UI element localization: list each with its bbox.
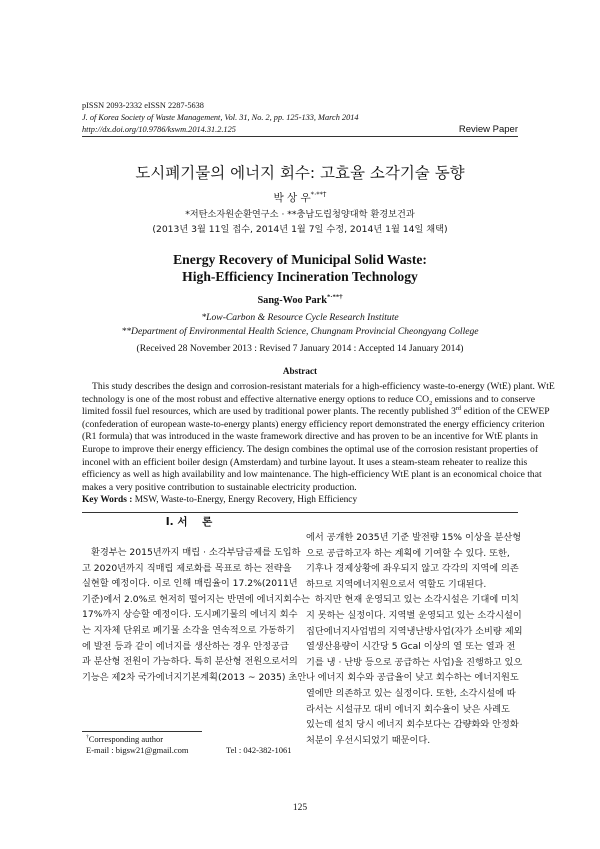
left-col-line: 과 분산형 전원이 가능하다. 특히 분산형 전원으로서의 bbox=[82, 656, 298, 668]
doi-link[interactable]: http://dx.doi.org/10.9786/kswm.2014.31.2.125 bbox=[82, 125, 236, 134]
abstract-line: This study describes the design and corrosion-resistant materials for a high-efficiency waste-to-energy (WtE) plant. WtE bbox=[92, 381, 555, 392]
english-affiliation-1: *Low-Carbon & Resource Cycle Research Institute bbox=[201, 312, 399, 323]
right-col-line: 열생산용량이 시간당 5 Gcal 이상의 열 또는 열과 전 bbox=[306, 641, 516, 653]
footnote-tel: Tel : 042-382-1061 bbox=[226, 745, 292, 755]
right-col-line: 기를 냉 · 난방 등으로 공급하는 사업)을 진행하고 있으 bbox=[306, 656, 523, 668]
keywords bbox=[82, 495, 357, 505]
issn: pISSN 2093-2332 eISSN 2287-5638 bbox=[82, 101, 204, 110]
korean-title: 도시폐기물의 에너지 회수: 고효율 소각기술 동향 bbox=[135, 164, 465, 182]
footnote-email[interactable]: E-mail : bigsw21@gmail.com bbox=[86, 745, 189, 755]
left-col-line: 환경부는 2015년까지 매립 · 소각부담금제를 도입하 bbox=[91, 547, 301, 558]
keywords-label: Key Words : bbox=[82, 495, 133, 505]
right-col-line: 집단에너지사업법의 지역냉난방사업(자가 소비량 제외 bbox=[306, 625, 523, 637]
abstract-body bbox=[82, 381, 555, 494]
right-col-line: 처분이 우선시되었기 때문이다. bbox=[306, 734, 431, 746]
right-column bbox=[306, 530, 523, 748]
english-title-line-2: High-Efficiency Incineration Technology bbox=[182, 269, 418, 284]
left-col-line: 고 2020년까지 직매립 제로화를 목표로 하는 전략을 bbox=[82, 562, 292, 574]
left-col-line: 17%까지 상승할 예정이다. 도시폐기물의 에너지 회수 bbox=[82, 609, 298, 621]
keywords-divider bbox=[82, 512, 518, 513]
footnote-mark: † bbox=[86, 734, 89, 741]
right-col-line: 에서 공개한 2035년 기준 발전량 15% 이상을 분산형 bbox=[306, 532, 522, 543]
english-author-name: Sang-Woo Park bbox=[257, 295, 327, 306]
english-title-line-1: Energy Recovery of Municipal Solid Waste: bbox=[173, 252, 427, 267]
right-col-line: 하지만 현재 운영되고 있는 소각시설은 기대에 미치 bbox=[315, 594, 519, 606]
korean-author-marks: *·**† bbox=[310, 190, 327, 199]
english-dates: (Received 28 November 2013 : Revised 7 January 2014 : Accepted 14 January 2014) bbox=[136, 343, 464, 354]
left-col-line: 기능은 제2차 국가에너지기본계획(2013 ~ 2035) 초안 bbox=[82, 671, 307, 683]
journal-citation: J. of Korea Society of Waste Management, Vol. 31, No. 2, pp. 125-133, March 2014 bbox=[82, 113, 359, 122]
keywords-text: MSW, Waste-to-Energy, Energy Recovery, High Efficiency bbox=[134, 495, 358, 505]
korean-dates: (2013년 3월 11일 접수, 2014년 1월 7일 수정, 2014년 1월 14일 채택) bbox=[152, 224, 448, 235]
abstract-line: efficiency as well as high availability and low maintenance. The high-efficiency WtE plant is an economical choice that bbox=[82, 469, 542, 481]
abstract-line: (R1 formula) that was introduced in the waste framework directive and has proven to be an incentive for WtE plants in bbox=[82, 431, 538, 443]
english-author-marks: *·**† bbox=[326, 293, 343, 301]
journal-header bbox=[82, 100, 359, 136]
abstract-line: technology is one of the most robust and effective alternative energy options to reduce $CO_2$ emissions and to conserve bbox=[82, 393, 536, 407]
left-col-line: 에 발전 등과 같이 에너지를 생산하는 경우 안정공급 bbox=[82, 640, 289, 652]
left-column bbox=[82, 545, 310, 685]
right-col-line: 지 못하는 실정이다. 지역별 운영되고 있는 소각시설이 bbox=[306, 609, 522, 621]
abstract-line: limited fossil fuel resources, which are used by traditional power plants. The recently published 3rd edition of the CEWEP bbox=[82, 405, 550, 418]
left-col-line: 는 지자체 단위로 폐기물 소각을 연속적으로 가동하기 bbox=[82, 624, 295, 636]
footnote-divider bbox=[82, 731, 202, 732]
english-title bbox=[82, 251, 518, 285]
section-heading: I. 서 론 bbox=[165, 516, 213, 528]
right-col-line: 하므로 지역에너지원으로서 역할도 기대된다. bbox=[306, 578, 487, 590]
abstract-line: makes a very positive contribution to sustainable electricity production. bbox=[82, 481, 357, 493]
right-col-line: 으로 공급하고자 하는 계획에 기여할 수 있다. 또한, bbox=[306, 547, 510, 559]
right-col-line: 열에만 의존하고 있는 실정이다. 또한, 소각시설에 따 bbox=[306, 687, 516, 699]
header-divider bbox=[82, 136, 518, 137]
right-col-line: 있는데 설치 당시 에너지 회수보다는 감량화와 안정화 bbox=[306, 719, 519, 731]
footnote bbox=[86, 734, 189, 756]
korean-author-name: 박 상 우 bbox=[273, 192, 311, 204]
left-col-line: 기준)에서 2.0%로 현저히 떨어지는 반면에 에너지회수는 bbox=[82, 593, 310, 605]
english-affiliation-2: **Department of Environmental Health Science, Chungnam Provincial Cheongyang College bbox=[121, 325, 479, 337]
right-col-line: 나 에너지 회수와 공급율이 낮고 회수하는 에너지원도 bbox=[306, 672, 519, 684]
article-type: Review Paper bbox=[458, 124, 518, 135]
right-col-line: 라서는 시설규모 대비 에너지 회수율이 낮은 사례도 bbox=[306, 703, 510, 715]
right-col-line: 기후나 경제상황에 좌우되지 않고 각각의 지역에 의존 bbox=[306, 563, 519, 575]
abstract-heading: Abstract bbox=[282, 366, 318, 376]
english-author bbox=[82, 295, 518, 306]
abstract-line: inconel with an efficient boiler design (Amsterdam) and turbine layout. It uses a steam-steam reheater to realize this bbox=[82, 456, 528, 468]
abstract-line: Europe to improve their energy efficiency. The design combines the optimal use of the corrosion resistant properties of bbox=[82, 443, 539, 455]
korean-author bbox=[82, 190, 518, 205]
page-number: 125 bbox=[292, 803, 308, 813]
left-col-line: 실현할 예정이다. 이로 인해 매립율이 17.2%(2011년 bbox=[82, 578, 298, 590]
english-affiliation bbox=[82, 311, 518, 338]
footnote-label: †Corresponding author bbox=[86, 734, 164, 744]
korean-affiliation: *저탄소자원순환연구소 · **충남도립청양대학 환경보건과 bbox=[185, 209, 415, 220]
abstract-line: (confederation of european waste-to-energy plants) energy efficiency report demonstrated the energy efficiency criterion bbox=[82, 418, 545, 430]
